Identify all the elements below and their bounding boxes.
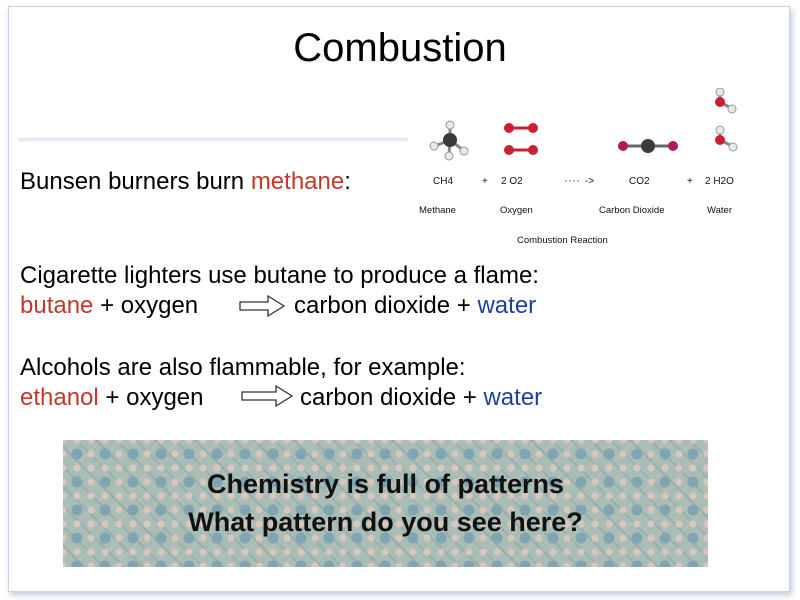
divider <box>18 138 408 142</box>
butane-products <box>294 292 536 320</box>
formula-h2o: 2 H2O <box>705 176 734 187</box>
lighters-line: Cigarette lighters use butane to produce a flame: <box>20 262 539 289</box>
butane-product-text: carbon dioxide + <box>294 292 478 319</box>
banner-line-2: What pattern do you see here? <box>188 507 583 537</box>
butane-word: butane <box>20 292 94 319</box>
name-water: Water <box>707 205 732 216</box>
ethanol-word: ethanol <box>20 384 99 411</box>
ethanol-products <box>300 384 542 412</box>
banner-line-1: Chemistry is full of patterns <box>206 469 565 499</box>
alcohols-line: Alcohols are also flammable, for example: <box>20 354 466 381</box>
name-carbon-dioxide: Carbon Dioxide <box>599 205 665 216</box>
ethanol-product-text: carbon dioxide + <box>300 384 484 411</box>
water-molecules-icon <box>715 88 737 151</box>
pattern-banner <box>63 440 708 567</box>
name-oxygen: Oxygen <box>500 205 533 216</box>
name-row <box>419 205 732 216</box>
ethanol-water-word: water <box>483 384 543 411</box>
butane-plus-oxygen: + oxygen <box>93 292 199 319</box>
co2-molecule-icon <box>618 139 678 153</box>
formula-row <box>433 176 734 187</box>
arrow-icon <box>240 384 294 408</box>
butane-water-word: water <box>477 292 537 319</box>
slide-title: Combustion <box>293 26 507 70</box>
methane-molecule-icon <box>430 121 468 160</box>
name-methane: Methane <box>419 205 456 216</box>
ethanol-plus-oxygen: + oxygen <box>98 384 204 411</box>
colon: : <box>344 168 351 195</box>
bunsen-line <box>20 168 351 196</box>
bunsen-text: Bunsen burners burn <box>20 168 251 195</box>
formula-plus-1: + <box>482 176 488 187</box>
combustion-reaction-diagram <box>405 88 785 248</box>
methane-word: methane <box>250 168 345 195</box>
formula-arrow: -> <box>585 176 595 187</box>
formula-co2: CO2 <box>629 176 650 187</box>
butane-equation <box>20 292 198 320</box>
formula-ch4: CH4 <box>433 176 454 187</box>
ethanol-equation <box>20 384 204 412</box>
formula-plus-2: + <box>687 176 693 187</box>
arrow-icon <box>238 294 286 318</box>
formula-o2: 2 O2 <box>501 176 523 187</box>
oxygen-molecules-icon <box>504 123 538 155</box>
reaction-caption: Combustion Reaction <box>517 235 608 246</box>
